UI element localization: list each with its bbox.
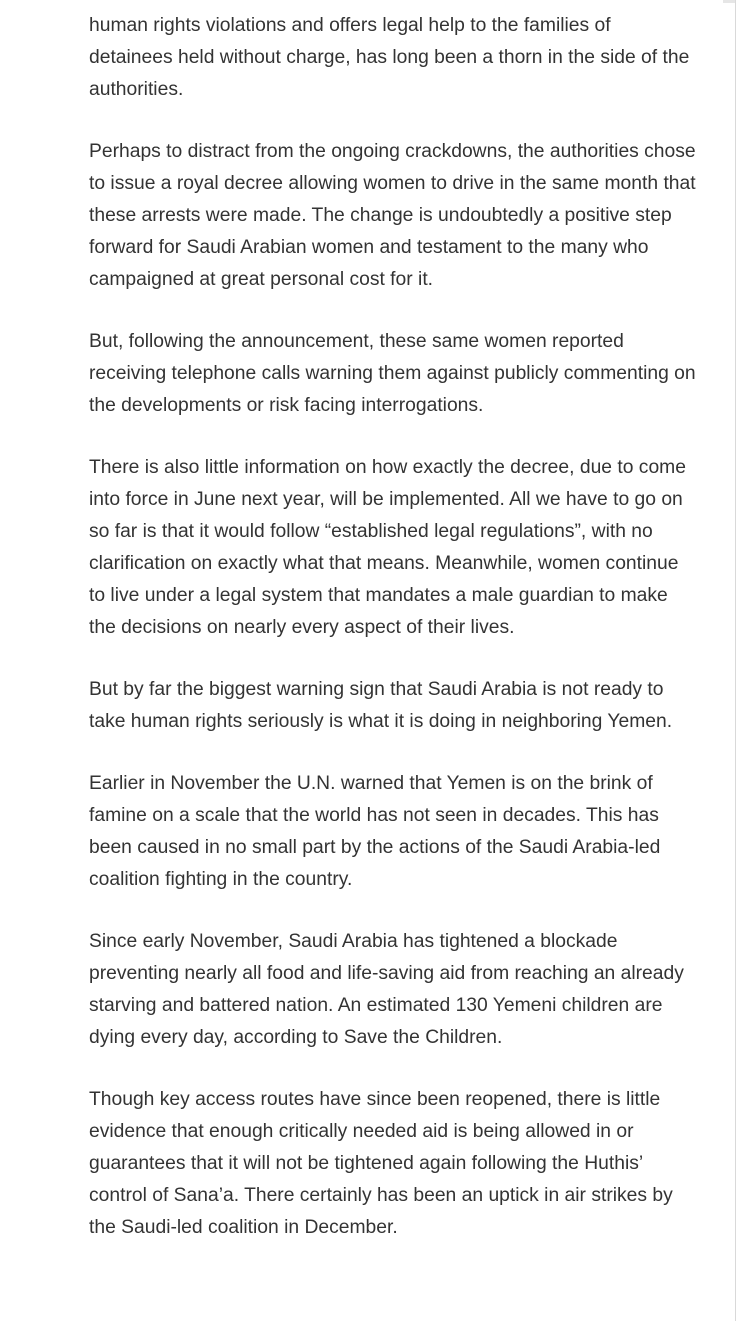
article-paragraph: But, following the announcement, these same women reported receiving telephone calls warning them against publicly commenting on the developments or risk facing interrogations.	[89, 331, 696, 416]
window-edge-corner	[723, 0, 735, 3]
article-paragraph: Since early November, Saudi Arabia has tightened a blockade preventing nearly all food and life-saving aid from reaching an already starving and battered nation. An estimated 130 Yemeni children are dying every day, according to Save the Children.	[89, 931, 684, 1048]
article-paragraph: Though key access routes have since been reopened, there is little evidence that enough critically needed aid is being allowed in or guarantees that it will not be tightened again following the Huthis’ control of Sana’a. There certainly has been an uptick in air strikes by the Saudi-led coalition in December.	[89, 1089, 673, 1238]
article-body	[89, 10, 699, 1274]
article-paragraph: There is also little information on how exactly the decree, due to come into force in June next year, will be implemented. All we have to go on so far is that it would follow “established legal regulations”, with no clarification on exactly what that means. Meanwhile, women continue to live under a legal system that mandates a male guardian to make the decisions on nearly every aspect of their lives.	[89, 457, 686, 638]
article-paragraph: Earlier in November the U.N. warned that Yemen is on the brink of famine on a scale that the world has not seen in decades. This has been caused in no small part by the actions of the Saudi Arabia-led coalition fighting in the country.	[89, 773, 661, 890]
article-paragraph: Perhaps to distract from the ongoing crackdowns, the authorities chose to issue a royal decree allowing women to drive in the same month that these arrests were made. The change is undoubtedly a positive step forward for Saudi Arabian women and testament to the many who campaigned at great personal cost for it.	[89, 141, 696, 290]
article-paragraph: human rights violations and offers legal help to the families of detainees held without charge, has long been a thorn in the side of the authorities.	[89, 15, 690, 100]
article-paragraph: But by far the biggest warning sign that Saudi Arabia is not ready to take human rights seriously is what it is doing in neighboring Yemen.	[89, 679, 673, 732]
